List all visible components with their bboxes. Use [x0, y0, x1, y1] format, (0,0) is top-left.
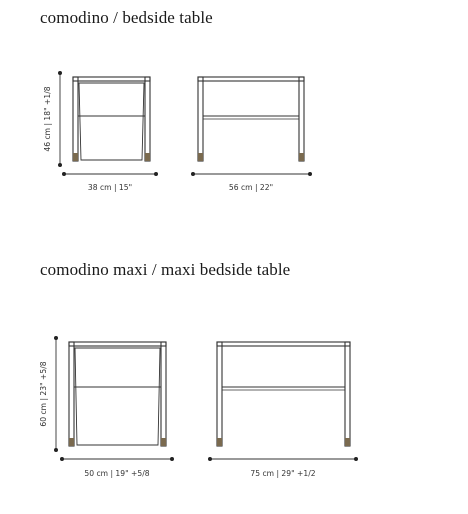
- section-title-bedside-table: comodino / bedside table: [40, 8, 213, 27]
- bedside-table-side-view: [198, 77, 304, 161]
- width-label-1: 38 cm | 15": [87, 183, 133, 192]
- bedside-table-front-view: [73, 77, 150, 161]
- dim-dot: [54, 448, 58, 452]
- length-label-2: 75 cm | 29" +1/2: [250, 469, 316, 478]
- front-left-leg: [73, 77, 78, 161]
- dim-dot: [354, 457, 358, 461]
- side-right-leg: [299, 77, 304, 161]
- maxi-side-left-foot: [217, 438, 222, 446]
- side-left-foot: [198, 153, 203, 161]
- dim-dot: [154, 172, 158, 176]
- front-drawer-frame: [79, 83, 144, 160]
- dim-dot: [54, 336, 58, 340]
- maxi-side-right-foot: [345, 438, 350, 446]
- maxi-front-top: [69, 342, 166, 346]
- dim-dot: [191, 172, 195, 176]
- section1-dimension-lines: [60, 73, 310, 174]
- width-label-2: 50 cm | 19" +5/8: [84, 469, 150, 478]
- maxi-front-right-leg: [161, 342, 166, 446]
- maxi-front-drawer-frame: [75, 348, 160, 445]
- side-top: [198, 77, 304, 81]
- maxi-bedside-table-front-view: [69, 342, 166, 446]
- maxi-side-left-leg: [217, 342, 222, 446]
- section2-dimension-lines: [56, 338, 356, 459]
- maxi-side-top: [217, 342, 350, 346]
- length-label-1: 56 cm | 22": [228, 183, 274, 192]
- side-right-foot: [299, 153, 304, 161]
- dim-dot: [62, 172, 66, 176]
- maxi-bedside-table-side-view: [217, 342, 350, 446]
- dim-dot: [308, 172, 312, 176]
- maxi-side-right-leg: [345, 342, 350, 446]
- front-top: [73, 77, 150, 81]
- maxi-front-left-leg: [69, 342, 74, 446]
- dim-dot: [60, 457, 64, 461]
- section-title-maxi-bedside-table: comodino maxi / maxi bedside table: [40, 260, 291, 279]
- dim-dot: [208, 457, 212, 461]
- height-label-1: 46 cm | 18" +1/8: [43, 86, 52, 152]
- front-left-foot: [73, 153, 78, 161]
- front-right-foot: [145, 153, 150, 161]
- front-right-leg: [145, 77, 150, 161]
- maxi-front-left-foot: [69, 438, 74, 446]
- side-left-leg: [198, 77, 203, 161]
- maxi-front-right-foot: [161, 438, 166, 446]
- dim-dot: [58, 163, 62, 167]
- height-label-2: 60 cm | 23" +5/8: [39, 361, 48, 427]
- dim-dot: [58, 71, 62, 75]
- dimension-end-dots: [54, 71, 358, 461]
- dim-dot: [170, 457, 174, 461]
